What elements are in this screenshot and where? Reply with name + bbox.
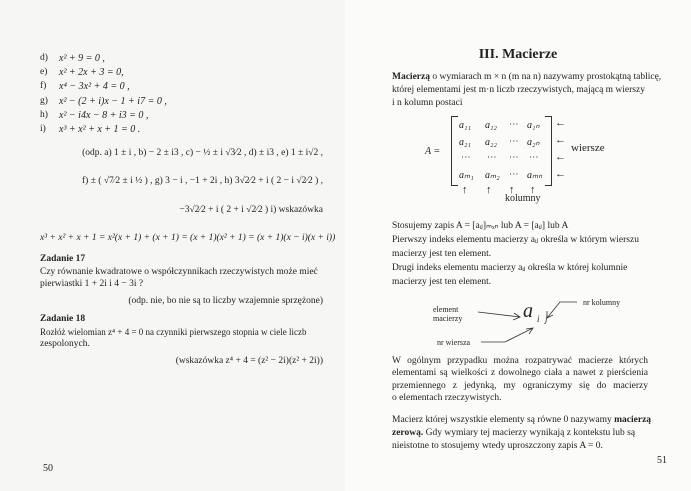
matrix-cell: a₁₁: [459, 120, 471, 131]
intro-line: [392, 72, 661, 83]
paragraph-line: macierzy jest ten element.: [392, 249, 492, 259]
arrow-up-icon: ↑: [486, 184, 492, 196]
zero-line: [392, 415, 651, 426]
answer-line: (odp. a) 1 ± i , b) − 2 ± i3 , c) − ½ ± i √3⁄2 , d) ± i3 , e) 1 ± i√2 ,: [82, 148, 323, 158]
zero-line: nieistotne to stosujemy wtedy uproszczony zapis A = 0.: [392, 441, 603, 451]
matrix-cell: aₘ₂: [485, 170, 500, 181]
task-18-title: Zadanie 18: [40, 314, 86, 324]
answer-line: x³ + x² + x + 1 = x²(x + 1) + (x + 1) = (x + 1)(x² + 1) = (x + 1)(x − i)(x + i)): [40, 233, 336, 243]
matrix-cell: ⋯: [509, 137, 519, 147]
cols-label: kolumny: [505, 193, 541, 204]
intro-text: o wymiarach m × n (m na n) nazywamy prostokątną tablicę,: [429, 72, 662, 82]
matrix-cell: ⋯: [509, 120, 519, 130]
matrix-cell: a₁ₙ: [527, 120, 540, 131]
task-17-text: pierwiastki 1 + 2i i 4 − 3i ?: [40, 279, 144, 289]
answer-line: −3√2⁄2 + i ( 2 + i √2⁄2 ) i) wskazówka: [179, 205, 323, 215]
term-zero: zerową.: [392, 428, 424, 438]
intro-line: i n kolumn postaci: [392, 98, 463, 108]
matrix-cell: a₁₂: [485, 120, 497, 131]
intro-line: której elementami jest m·n liczb rzeczywistych, mającą m wierszy: [392, 85, 645, 95]
zero-text: Macierz której wszystkie elementy są równe 0 nazywamy: [392, 415, 615, 425]
matrix-cell: ⋯: [529, 153, 539, 163]
matrix-cell: aₘₙ: [527, 170, 543, 181]
arrow-left-icon: ←: [555, 117, 566, 129]
task-18-text: Rozłóż wielomian z⁴ + 4 = 0 na czynniki pierwszego stopnia w ciele liczb: [40, 327, 307, 337]
arrow-left-icon: ←: [555, 151, 566, 163]
general-line: przemiennego z jedynką, my ograniczymy się do macierzy: [392, 381, 648, 391]
zero-text: Gdy wymiary tej macierzy wynikają z kontekstu lub są: [423, 428, 636, 438]
matrix-lhs: A =: [425, 146, 441, 157]
eq-label: e): [40, 67, 48, 77]
arrow-left-icon: ←: [555, 168, 566, 180]
equation: x² + 2x + 3 = 0,: [59, 67, 124, 78]
equation: x² + 9 = 0 ,: [59, 53, 105, 64]
arrow-up-icon: ↑: [462, 184, 468, 196]
matrix-cell: a₂ₙ: [527, 137, 540, 148]
bracket-left: [451, 116, 458, 186]
diagram-symbol: a: [523, 300, 533, 322]
equation: x² − i4x − 8 + i3 = 0 ,: [59, 110, 149, 121]
paragraph-line: Drugi indeks elementu macierzy aᵢⱼ określa w której kolumnie: [392, 263, 628, 273]
equation: x⁴ − 3x² + 4 = 0 ,: [59, 81, 130, 92]
matrix-cell: ⋯: [509, 153, 519, 163]
diagram-label: nr wiersza: [437, 338, 471, 347]
arrow-left-icon: ←: [555, 134, 566, 146]
eq-label: i): [40, 124, 46, 134]
arrow-up-icon: ↑: [530, 184, 536, 196]
matrix-cell: ⋯: [509, 170, 519, 180]
notation-line: Stosujemy zapis A = [aᵢⱼ]ₘₓₙ lub A = [aᵢⱼ] lub A: [392, 221, 569, 231]
page-number: 51: [657, 455, 667, 466]
answer-line: f) ± ( √7⁄2 ± i ½ ) , g) 3 − i , −1 + 2i , h) 3√2⁄2 + i ( 2 − i √2⁄2 ) ,: [82, 176, 323, 186]
task-17-title: Zadanie 17: [40, 254, 86, 264]
diagram-label: element: [433, 305, 459, 314]
diagram-label: nr kolumny: [583, 298, 621, 307]
eq-label: f): [40, 81, 47, 91]
term-zero: macierzą: [614, 415, 652, 425]
right-page: [345, 0, 691, 491]
matrix-cell: aₘ₁: [459, 170, 474, 181]
bracket-right: [545, 116, 552, 186]
task-17-text: Czy równanie kwadratowe o współczynnikach rzeczywistych może mieć: [40, 267, 318, 277]
eq-label: h): [40, 110, 48, 120]
zero-line: [392, 428, 635, 439]
matrix-cell: ⋯: [487, 153, 497, 163]
eq-label: d): [40, 53, 48, 63]
paragraph-line: macierzy jest ten element.: [392, 277, 492, 287]
page-number: 50: [43, 463, 53, 474]
matrix: [385, 112, 605, 196]
equation: x² − (2 + i)x − 1 + i7 = 0 ,: [59, 96, 167, 107]
task-18-hint: (wskazówka z⁴ + 4 = (z² − 2i)(z² + 2i)): [175, 356, 323, 366]
equation: x³ + x² + x + 1 = 0 .: [59, 124, 141, 135]
diagram-arrows: [345, 290, 691, 350]
task-18-text: zespolonych.: [40, 339, 90, 349]
general-line: o elementach rzeczywistych.: [392, 393, 502, 403]
diagram-index-i: i: [537, 314, 540, 324]
general-line: elementami są wielkości z dowolnego ciała a nawet z pierścienia: [392, 368, 648, 378]
arrow-up-icon: ↑: [509, 184, 515, 196]
eq-label: g): [40, 96, 48, 106]
matrix-cell: a₂₂: [485, 137, 497, 148]
matrix-cell: ⋯: [461, 153, 471, 163]
diagram-label: macierzy: [433, 314, 463, 323]
paragraph-line: Pierwszy indeks elementu macierzy aᵢⱼ określa w którym wierszu: [392, 235, 639, 245]
diagram-index-j: j: [545, 314, 548, 324]
task-17-answer: (odp. nie, bo nie są to liczby wzajemnie sprzężone): [128, 296, 323, 306]
chapter-title: III. Macierze: [478, 47, 558, 62]
index-diagram: [345, 290, 691, 350]
term-macierz: Macierzą: [392, 72, 430, 82]
general-line: W ogólnym przypadku można rozpatrywać macierze których: [392, 356, 648, 366]
matrix-cell: a₂₁: [459, 137, 471, 148]
rows-label: wiersze: [571, 142, 605, 154]
